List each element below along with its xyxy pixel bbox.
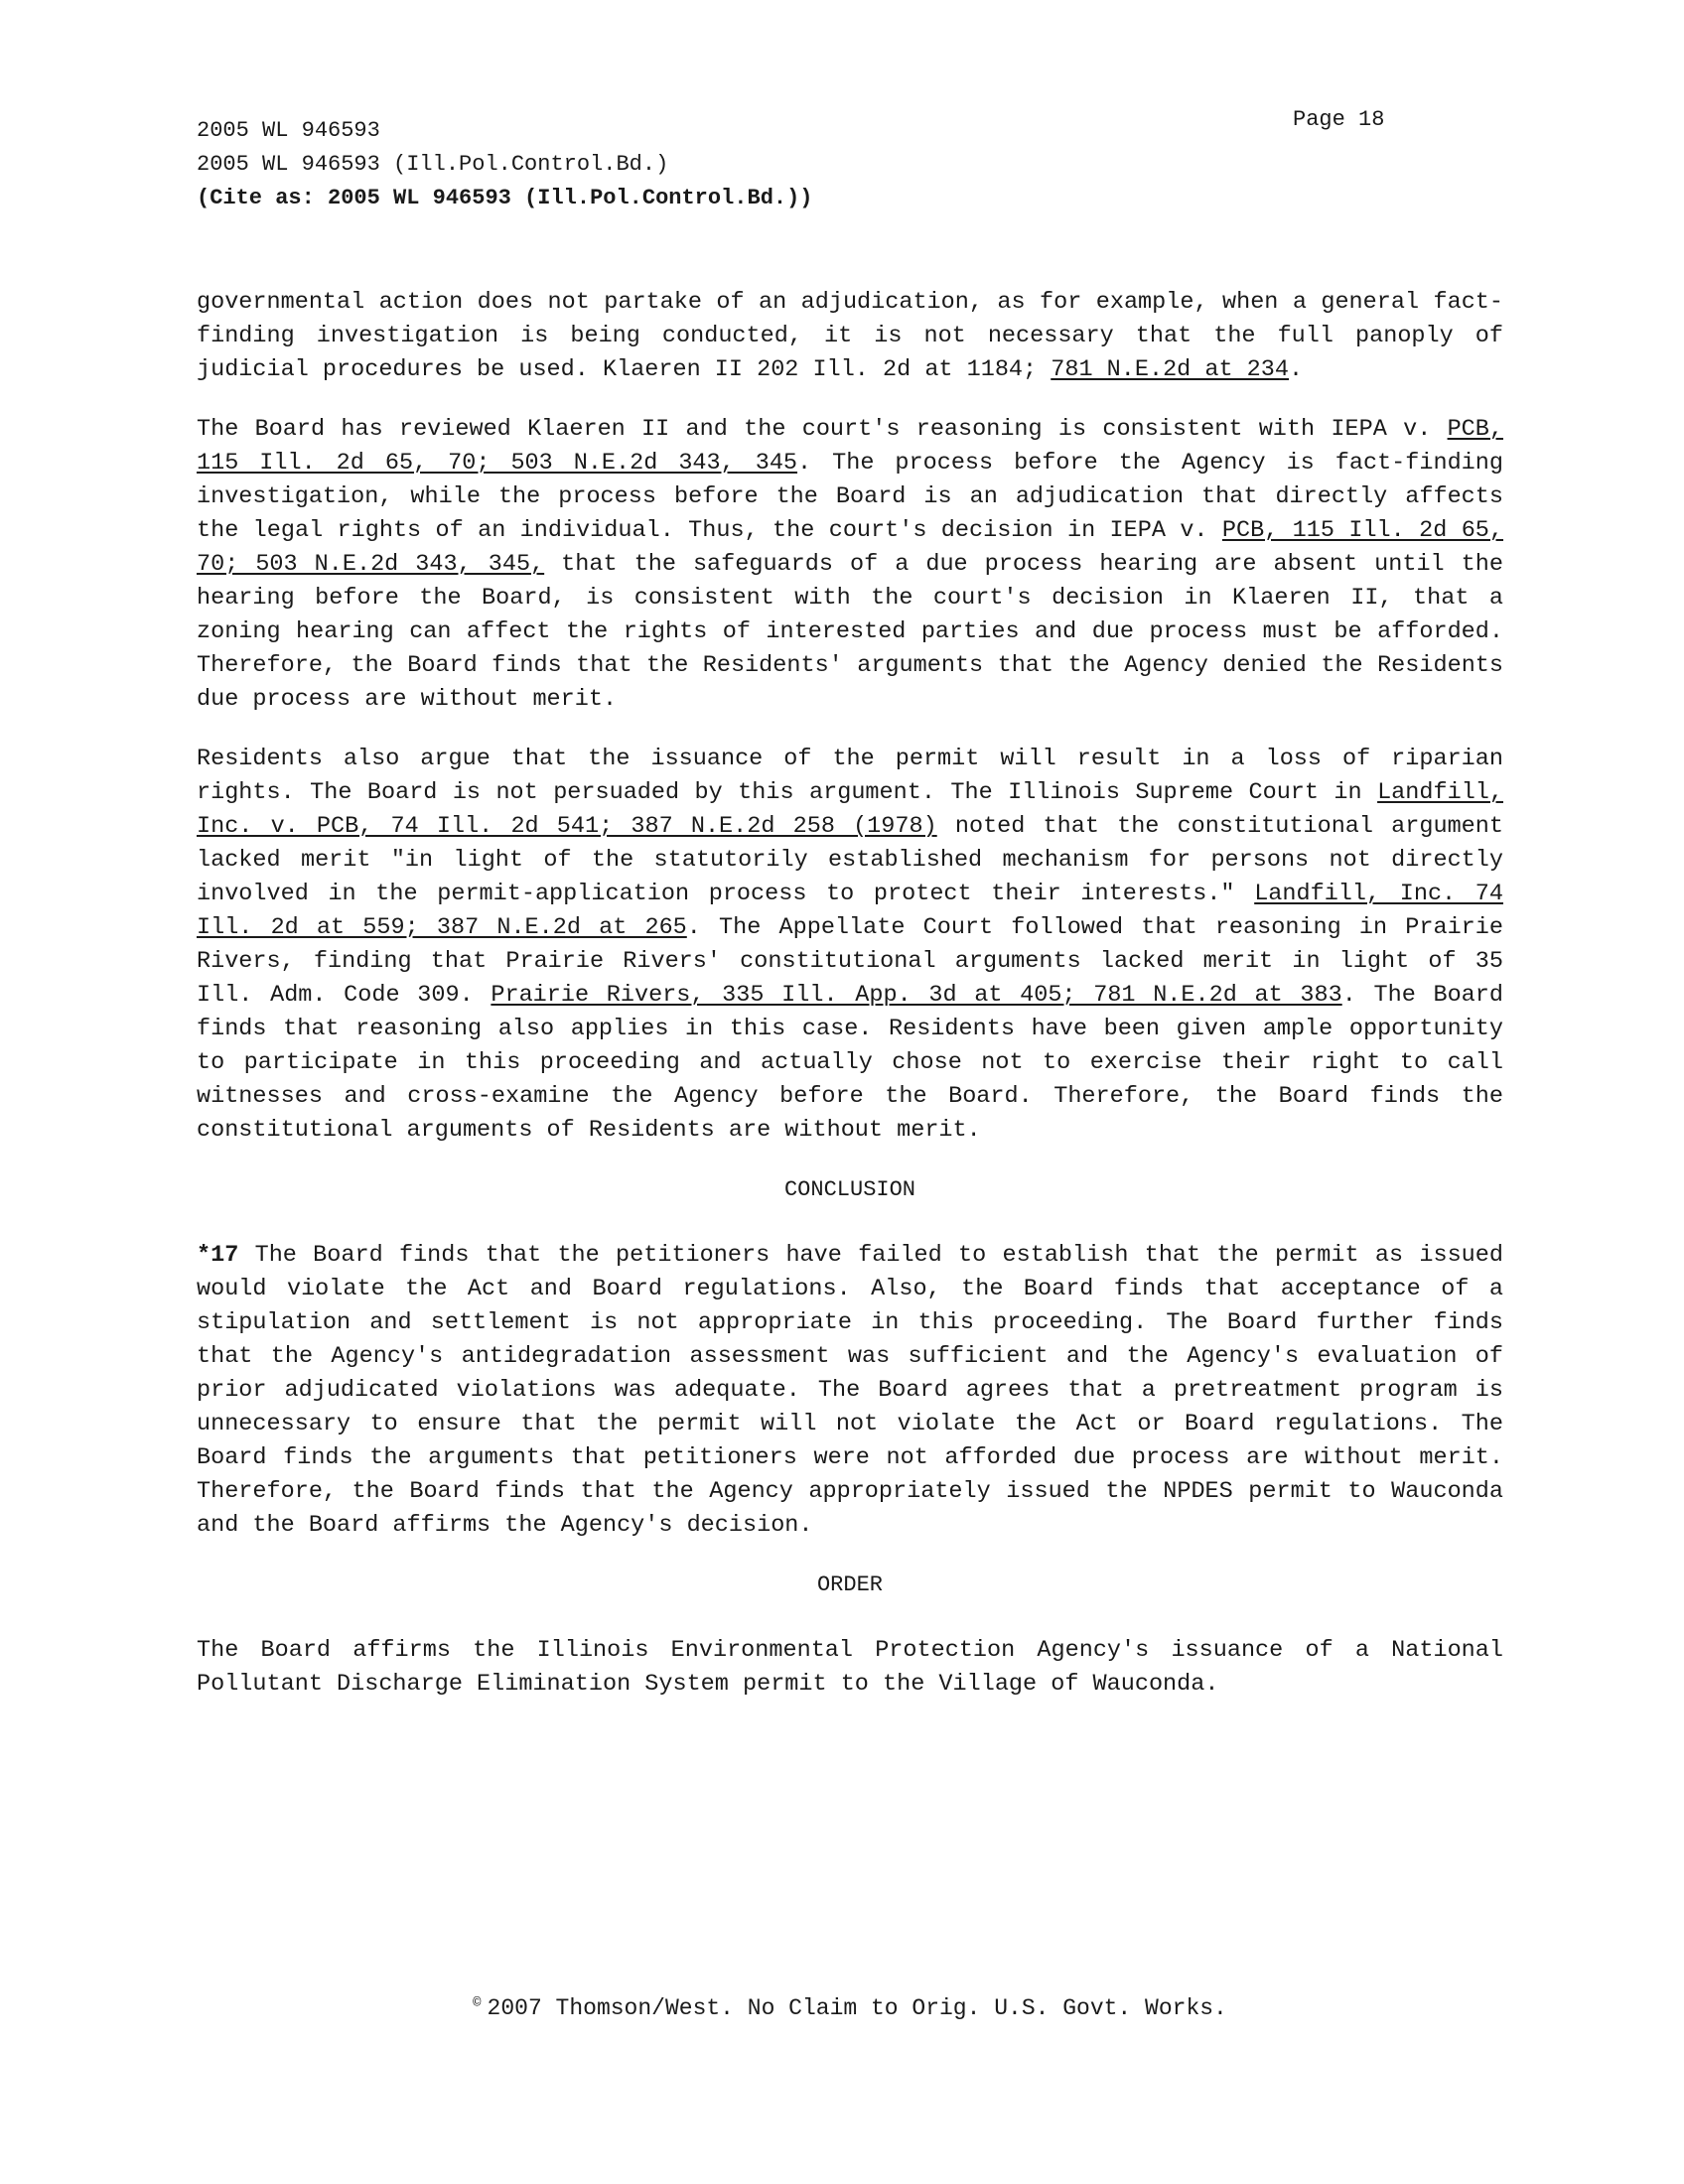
citation-link[interactable]: Landfill, Inc. 74 Ill. 2d at 559; 387 N.E.2d at 265 [197, 881, 1503, 941]
citation-line-2: 2005 WL 946593 (Ill.Pol.Control.Bd.) [197, 152, 669, 177]
paragraph-1 [197, 286, 1503, 387]
document-header [197, 114, 1428, 215]
star-page-marker: *17 [197, 1242, 239, 1269]
paragraph-3 [197, 743, 1503, 1148]
cite-as-line: (Cite as: 2005 WL 946593 (Ill.Pol.Control.Bd.)) [197, 186, 813, 210]
paragraph-text: . The process before the Agency is fact-finding investigation, while the process before the Board is an adjudication that directly affects the legal rights of an individual. Thus, the court's decision in IEPA v. [197, 450, 1503, 544]
citation-link[interactable]: 781 N.E.2d at 234 [1051, 356, 1289, 383]
paragraph-5: The Board affirms the Illinois Environmental Protection Agency's issuance of a National Pollutant Discharge Elimination System permit to the Village of Wauconda. [197, 1637, 1503, 1698]
paragraph-text: The Board has reviewed Klaeren II and the court's reasoning is consistent with IEPA v. [197, 416, 1448, 443]
paragraph-text: The Board finds that the petitioners have failed to establish that the permit as issued would violate the Act and Board regulations. Also, the Board finds that acceptance of a stipulation and settlement is not appropriate in this proceeding. The Board further finds that the Agency's antidegradation assessment was sufficient and the Agency's evaluation of prior adjudicated violations was adequate. The Board agrees that a pretreatment program is unnecessary to ensure that the permit will not violate the Act or Board regulations. The Board finds the arguments that petitioners were not afforded due process are without merit. Therefore, the Board finds that the Agency appropriately issued the NPDES permit to Wauconda and the Board affirms the Agency's decision. [197, 1242, 1503, 1539]
paragraph-text: noted that the constitutional argument lacked merit "in light of the statutorily established mechanism for persons not directly involved in the permit-application process to protect their interests." [197, 813, 1503, 907]
paragraph-text: that the safeguards of a due process hearing are absent until the hearing before the Board, is consistent with the court's decision in Klaeren II, that a zoning hearing can affect the rights of interested parties and due process must be afforded. Therefore, the Board finds that the Residents' arguments that the Agency denied the Residents due process are without merit. [197, 551, 1503, 713]
paragraph-2 [197, 413, 1503, 717]
paragraph-4 [197, 1239, 1503, 1543]
citation-link[interactable]: Landfill, Inc. v. PCB, 74 Ill. 2d 541; 387 N.E.2d 258 (1978) [197, 779, 1503, 840]
paragraph-text: governmental action does not partake of an adjudication, as for example, when a general fact-finding investigation is being conducted, it is not necessary that the full panoply of judicial procedures be used. Klaeren II 202 Ill. 2d at 1184; [197, 289, 1503, 383]
copyright-symbol: © [473, 1995, 482, 2011]
order-heading: ORDER [816, 1572, 883, 1597]
paragraph-text: Residents also argue that the issuance of the permit will result in a loss of riparian rights. The Board is not persuaded by this argument. The Illinois Supreme Court in [197, 746, 1503, 806]
copyright-text: 2007 Thomson/West. No Claim to Orig. U.S. Govt. Works. [487, 1995, 1227, 2021]
citation-line-1: 2005 WL 946593 [197, 118, 380, 143]
citation-link[interactable]: PCB, 115 Ill. 2d 65, 70; 503 N.E.2d 343, 345, [197, 517, 1504, 578]
copyright-footer [197, 1995, 1503, 2021]
conclusion-heading: CONCLUSION [783, 1177, 916, 1202]
citation-link[interactable]: Prairie Rivers, 335 Ill. App. 3d at 405; 781 N.E.2d at 383 [491, 982, 1342, 1009]
citation-link[interactable]: PCB, 115 Ill. 2d 65, 70; 503 N.E.2d 343, 345 [197, 416, 1503, 477]
paragraph-text: . [1289, 356, 1304, 383]
paragraph-text: . The Appellate Court followed that reasoning in Prairie Rivers, finding that Prairie Rivers' constitutional arguments lacked merit in light of 35 Ill. Adm. Code 309. [197, 914, 1503, 1009]
page-number: Page 18 [1293, 107, 1385, 132]
paragraph-text: . The Board finds that reasoning also applies in this case. Residents have been given ample opportunity to participate in this proceeding and actually chose not to exercise their right to call witnesses and cross-examine the Agency before the Board. Therefore, the Board finds the constitutional arguments of Residents are without merit. [197, 982, 1503, 1144]
document-body [197, 286, 1503, 1727]
